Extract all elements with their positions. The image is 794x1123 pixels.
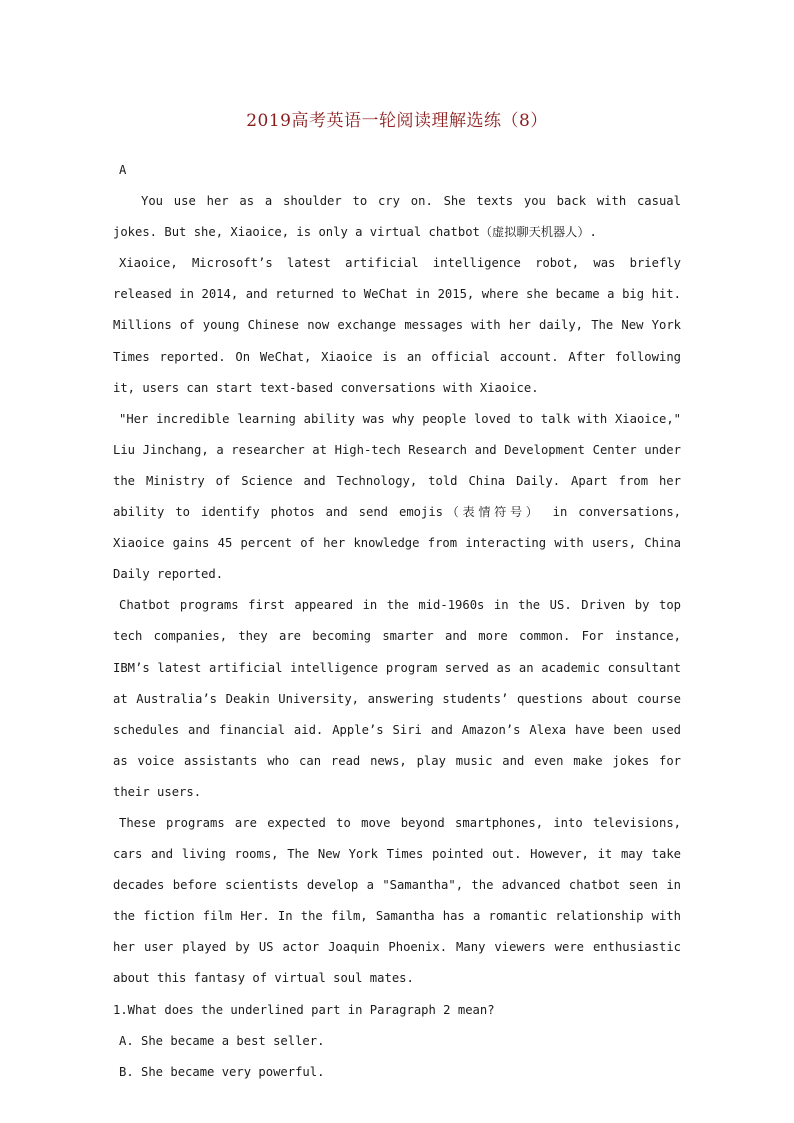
paragraph-2: Xiaoice, Microsoft’s latest artificial intelligence robot, was briefly released in 2014, and returned to WeChat in 2015, where she became a big hit. Millions of young Chinese now exchange messages with her daily, The New York Times reported. On WeChat, Xiaoice is an official account. After following it, users can start text-based conversations with Xiaoice. bbox=[113, 256, 681, 395]
paragraph-4: Chatbot programs first appeared in the mid-1960s in the US. Driven by top tech companies, they are becoming smarter and more common. For instance, IBM’s latest artificial intelligence program served as an academic consultant at Australia’s Deakin University, answering students’ questions about course schedules and financial aid. Apple’s Siri and Amazon’s Alexa have been used as voice assistants who can read news, play music and even make jokes for their users. bbox=[113, 598, 681, 799]
paragraph-1: You use her as a shoulder to cry on. She texts you back with casual jokes. But she, Xiaoice, is only a virtual chatbot（虚拟聊天机器人）. bbox=[113, 194, 681, 240]
document-body bbox=[113, 155, 681, 1088]
option-a: A. She became a best seller. bbox=[119, 1033, 325, 1048]
paragraph-3: "Her incredible learning ability was why people loved to talk with Xiaoice," Liu Jinchang, a researcher at High-tech Research and Development Center under the Ministry of Science and Technology, told China Daily. Apart from her ability to identify photos and send emojis（表情符号） in conversations, Xiaoice gains 45 percent of her knowledge from interacting with users, China Daily reported. bbox=[113, 411, 681, 582]
section-label: A bbox=[119, 163, 127, 177]
question-1: 1.What does the underlined part in Paragraph 2 mean? bbox=[113, 1002, 495, 1017]
document-title: 2019高考英语一轮阅读理解选练（8） bbox=[246, 111, 548, 131]
option-b: B. She became very powerful. bbox=[119, 1064, 325, 1079]
paragraph-5: These programs are expected to move beyond smartphones, into televisions, cars and living rooms, The New York Times pointed out. However, it may take decades before scientists develop a "Samantha", the advanced chatbot seen in the fiction film Her. In the film, Samantha has a romantic relationship with her user played by US actor Joaquin Phoenix. Many viewers were enthusiastic about this fantasy of virtual soul mates. bbox=[113, 815, 681, 986]
